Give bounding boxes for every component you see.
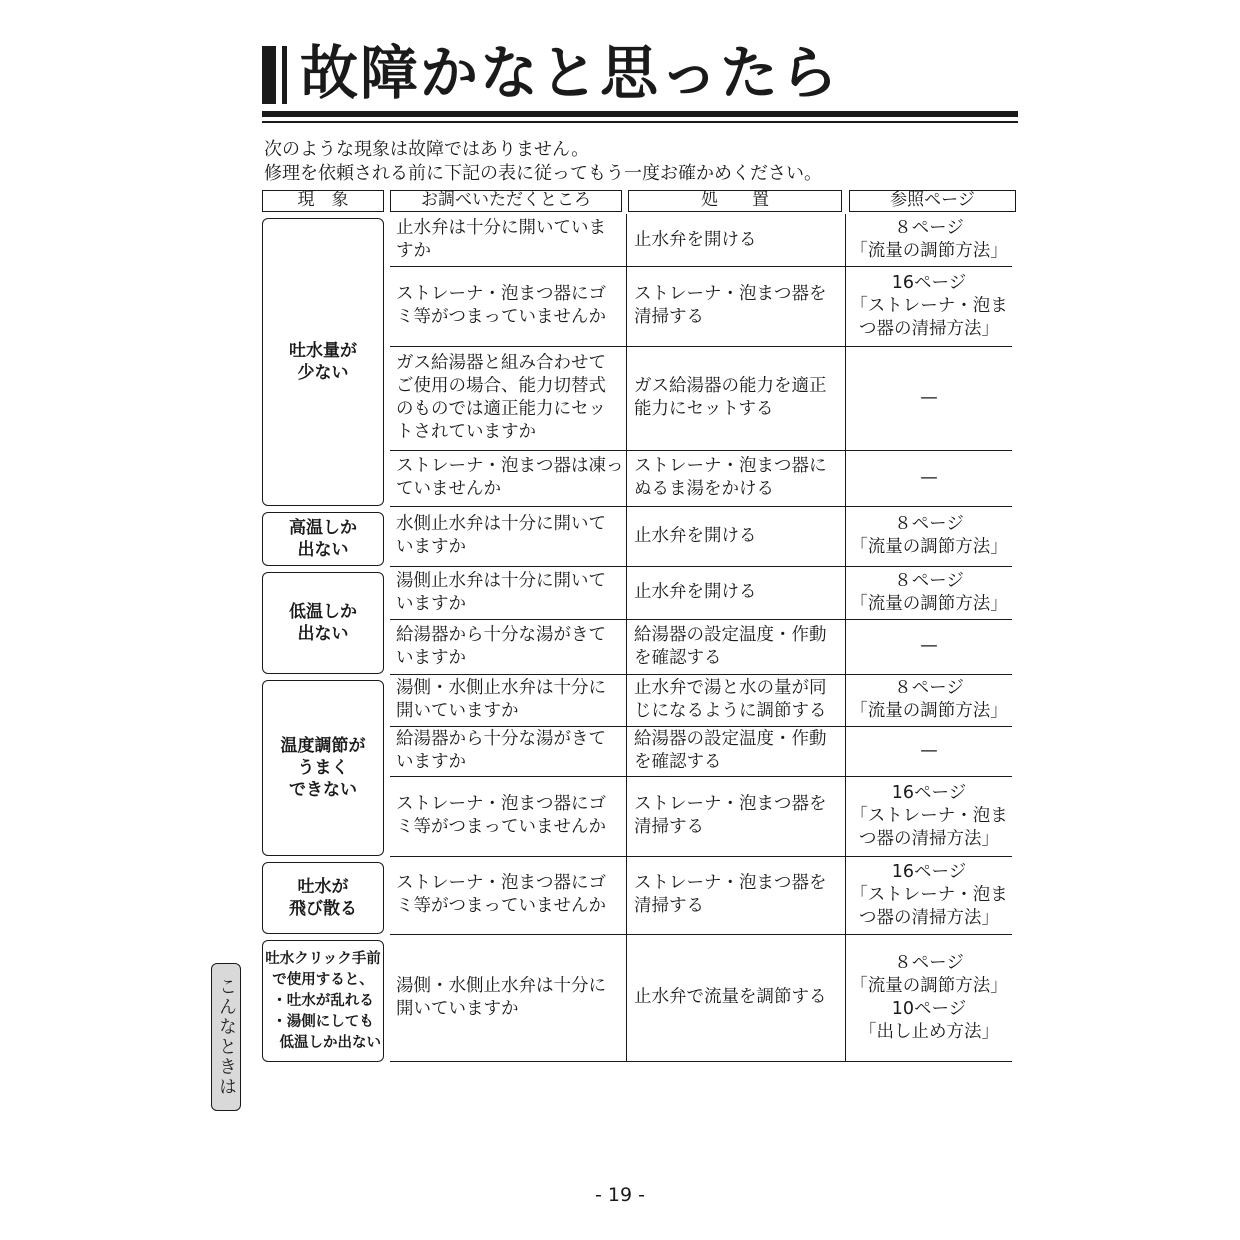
- check-cell: 湯側・水側止水弁は十分に 開いていますか: [396, 678, 606, 721]
- action-cell: 止水弁を開ける: [626, 566, 845, 619]
- phenomenon-temp-adjust: 温度調節が うまく できない: [262, 680, 384, 856]
- reference-cell: —: [845, 726, 1012, 776]
- page-number: - 19 -: [595, 1184, 645, 1206]
- check-cell: 水側止水弁は十分に開いて いますか: [396, 514, 606, 557]
- header-reference: 参照ページ: [849, 190, 1016, 212]
- section-tab: こんなときは: [211, 963, 241, 1111]
- reference-cell: 16ページ 「ストレーナ・泡ま つ器の清掃方法」: [845, 776, 1012, 856]
- check-cell: 止水弁は十分に開いていま すか: [396, 218, 606, 261]
- reference-cell: ８ページ 「流量の調節方法」: [845, 566, 1012, 619]
- reference-cell: —: [845, 619, 1012, 674]
- reference-cell: ８ページ 「流量の調節方法」: [845, 506, 1012, 566]
- check-cell: ガス給湯器と組み合わせて ご使用の場合、能力切替式 のものでは適正能力にセッ トされていますか: [396, 353, 606, 442]
- header-action: 処 置: [628, 190, 842, 212]
- action-cell: 給湯器の設定温度・作動 を確認する: [626, 726, 845, 776]
- action-cell: 止水弁で湯と水の量が同 じになるように調節する: [626, 674, 845, 726]
- reference-cell: —: [845, 450, 1012, 506]
- reference-cell: —: [845, 346, 1012, 450]
- phenomenon-click: 吐水クリック手前 で使用すると、 ・吐水が乱れる ・湯側にしても 低温しか出ない: [262, 940, 384, 1062]
- check-cell: ストレーナ・泡まつ器にゴ ミ等がつまっていませんか: [396, 284, 606, 327]
- reference-cell: 16ページ 「ストレーナ・泡ま つ器の清掃方法」: [845, 856, 1012, 934]
- phenomenon-only-cold: 低温しか 出ない: [262, 572, 384, 674]
- action-cell: 止水弁で流量を調節する: [626, 934, 845, 1061]
- check-cell: 湯側・水側止水弁は十分に 開いていますか: [396, 975, 606, 1019]
- check-cell: ストレーナ・泡まつ器は凍っ ていませんか: [396, 456, 624, 499]
- page-title: 故障かなと思ったら: [300, 39, 841, 107]
- check-cell: ストレーナ・泡まつ器にゴ ミ等がつまっていませんか: [396, 794, 606, 837]
- action-cell: ストレーナ・泡まつ器を 清掃する: [626, 776, 845, 856]
- phenomenon-low-flow: 吐水量が 少ない: [262, 218, 384, 506]
- header-phenomenon: 現 象: [262, 190, 384, 212]
- action-cell: 止水弁を開ける: [626, 214, 845, 266]
- action-cell: 止水弁を開ける: [626, 506, 845, 566]
- action-cell: 給湯器の設定温度・作動 を確認する: [626, 619, 845, 674]
- action-cell: ガス給湯器の能力を適正 能力にセットする: [626, 346, 845, 450]
- action-cell: ストレーナ・泡まつ器に ぬるま湯をかける: [626, 450, 845, 506]
- row-divider: [390, 1061, 1012, 1062]
- header-check: お調べいただくところ: [390, 190, 622, 212]
- action-cell: ストレーナ・泡まつ器を 清掃する: [626, 856, 845, 934]
- reference-cell: ８ページ 「流量の調節方法」: [845, 674, 1012, 726]
- check-cell: ストレーナ・泡まつ器にゴ ミ等がつまっていませんか: [396, 873, 606, 916]
- title-rule: [262, 111, 1018, 117]
- phenomenon-only-hot: 高温しか 出ない: [262, 512, 384, 566]
- check-cell: 給湯器から十分な湯がきて いますか: [396, 729, 606, 772]
- title-rule-thin: [262, 121, 1018, 123]
- reference-cell: 16ページ 「ストレーナ・泡ま つ器の清掃方法」: [845, 266, 1012, 346]
- intro-text: [264, 138, 822, 186]
- reference-cell: ８ページ 「流量の調節方法」 10ページ 「出し止め方法」: [845, 934, 1012, 1061]
- action-cell: ストレーナ・泡まつ器を 清掃する: [626, 266, 845, 346]
- check-cell: 湯側止水弁は十分に開いて いますか: [396, 570, 606, 614]
- check-cell: 給湯器から十分な湯がきて いますか: [396, 624, 606, 668]
- reference-cell: ８ページ 「流量の調節方法」: [845, 214, 1012, 266]
- intro-line-2: 修理を依頼される前に下記の表に従ってもう一度お確かめください。: [264, 163, 822, 184]
- intro-line-1: 次のような現象は故障ではありません。: [264, 139, 590, 160]
- phenomenon-splash: 吐水が 飛び散る: [262, 862, 384, 934]
